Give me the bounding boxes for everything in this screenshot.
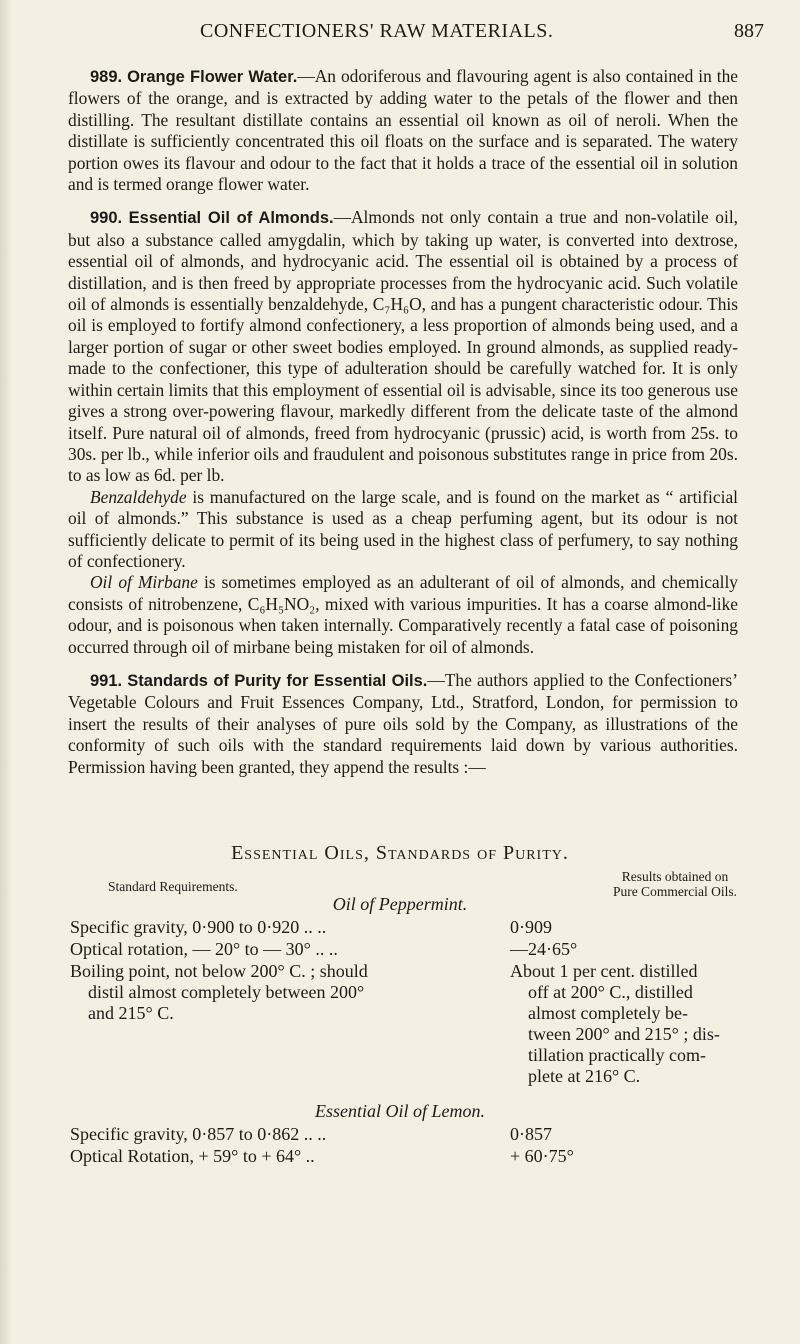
body-text xyxy=(68,66,738,790)
oil-heading-lemon: Essential Oil of Lemon. xyxy=(315,1101,485,1121)
section-title: Essential Oil of Almonds. xyxy=(128,209,334,228)
table-row-left: Optical rotation, — 20° to — 30° .. .. xyxy=(70,939,338,959)
running-title: CONFECTIONERS' RAW MATERIALS. xyxy=(200,20,554,42)
section-text: —The authors applied to the Confectioners’ Vegetable Colours and Fruit Essences Company, Ltd., Stratford, London, for permission to insert the results of their analyses of pure oils sold by the Company, as illustrations of the conformity of such oils with the standard requirements laid down by various authorities. Permission having been granted, they append the results :— xyxy=(68,669,738,777)
term-italic: Benzaldehyde xyxy=(90,486,187,507)
section-text: —Almonds not only contain a true and non-volatile oil, but also a substance called amygdalin, which by taking up water, is converted into dextrose, essential oil of almonds, and hydrocyanic acid. The essential oil is obtained by a process of distillation, and is then freed by appropriate processes from the hydrocyanic acid. Such volatile oil of almonds is essentially benzaldehyde, C₇H₆O, and has a pungent characteristic odour. This oil is employed to fortify almond confectionery, a less proportion of almonds being used, and a larger portion of sugar or other sweet bodies employed. In ground almonds, as supplied ready-made to the confectioner, this type of adulteration should be carefully watched for. It is only within certain limits that this employment of essential oil is advisable, since its too generous use gives a strong over-powering flavour, markedly different from the delicate taste of the almond itself. Pure natural oil of almonds, freed from hydrocyanic (prussic) acid, is worth from 25s. to 30s. per lb., while inferior oils and fraudulent and poisonous substitutes range in price from 20s. to as low as 6d. per lb. xyxy=(68,207,738,486)
table-row-left-boiling: Boiling point, not below 200° C. ; should distil almost completely between 200° and 215° C. xyxy=(70,961,368,1023)
table-row-left: Specific gravity, 0·857 to 0·862 .. .. xyxy=(70,1124,327,1144)
section-990-benzaldehyde xyxy=(68,487,738,573)
page-header xyxy=(0,20,800,50)
section-989 xyxy=(68,66,738,195)
table-row-right: —24·65° xyxy=(510,939,578,959)
section-990 xyxy=(68,207,738,486)
section-number: 989. xyxy=(90,68,123,86)
table-row-left: Optical Rotation, + 59° to + 64° .. xyxy=(70,1146,315,1166)
paragraph-text: is sometimes employed as an adulterant of oil of almonds, and chemically consists of nitrobenzene, C₆H₅NO₂, mixed with various impurities. It has a coarse almond-like odour, and is poisonous when taken internally. Comparatively recently a fatal case of poisoning occurred through oil of mirbane being mistaken for oil of almonds. xyxy=(68,572,739,657)
section-text: —An odoriferous and flavouring agent is also contained in the flowers of the orange, and is extracted by adding water to the petals of the flower and then distilling. The resultant distillate contains an essential oil known as oil of neroli. When the distillate is sufficiently concentrated this oil floats on the surface and is separated. The watery portion owes its flavour and odour to the fact that it holds a trace of the essential oil in solution and is termed orange flower water. xyxy=(68,66,739,195)
section-991 xyxy=(68,670,738,778)
section-title: Standards of Purity for Essential Oils. xyxy=(127,671,428,690)
column-header-results: Results obtained on Pure Commercial Oils. xyxy=(612,869,738,899)
section-number: 991. xyxy=(90,671,123,690)
page-number: 887 xyxy=(734,20,764,42)
table-row-right: 0·857 xyxy=(510,1124,552,1144)
table-row-right-boiling: About 1 per cent. distilled off at 200° C., distilled almost completely be- tween 200° and 215° ; dis- tillation practically com- plete at 216° C. xyxy=(510,961,720,1086)
table-row-right: + 60·75° xyxy=(510,1146,574,1166)
section-number: 990. xyxy=(90,209,123,228)
table-row-right: 0·909 xyxy=(510,917,552,937)
table-row-left: Specific gravity, 0·900 to 0·920 .. .. xyxy=(70,917,327,937)
section-title: Orange Flower Water. xyxy=(127,68,298,86)
section-990-mirbane xyxy=(68,572,738,658)
page-gutter-shadow xyxy=(0,0,12,1344)
oil-heading-peppermint: Oil of Peppermint. xyxy=(332,894,468,914)
term-italic: Oil of Mirbane xyxy=(90,572,198,593)
table-title: Essential Oils, Standards of Purity. xyxy=(231,842,569,864)
paragraph-text: is manufactured on the large scale, and is found on the market as “ artificial oil of almonds.” This substance is used as a cheap perfuming agent, but its odour is not sufficiently delicate to permit of its being used in the highest class of perfumery, to say nothing of confectionery. xyxy=(68,486,738,571)
column-header-standard: Standard Requirements. xyxy=(108,879,238,894)
